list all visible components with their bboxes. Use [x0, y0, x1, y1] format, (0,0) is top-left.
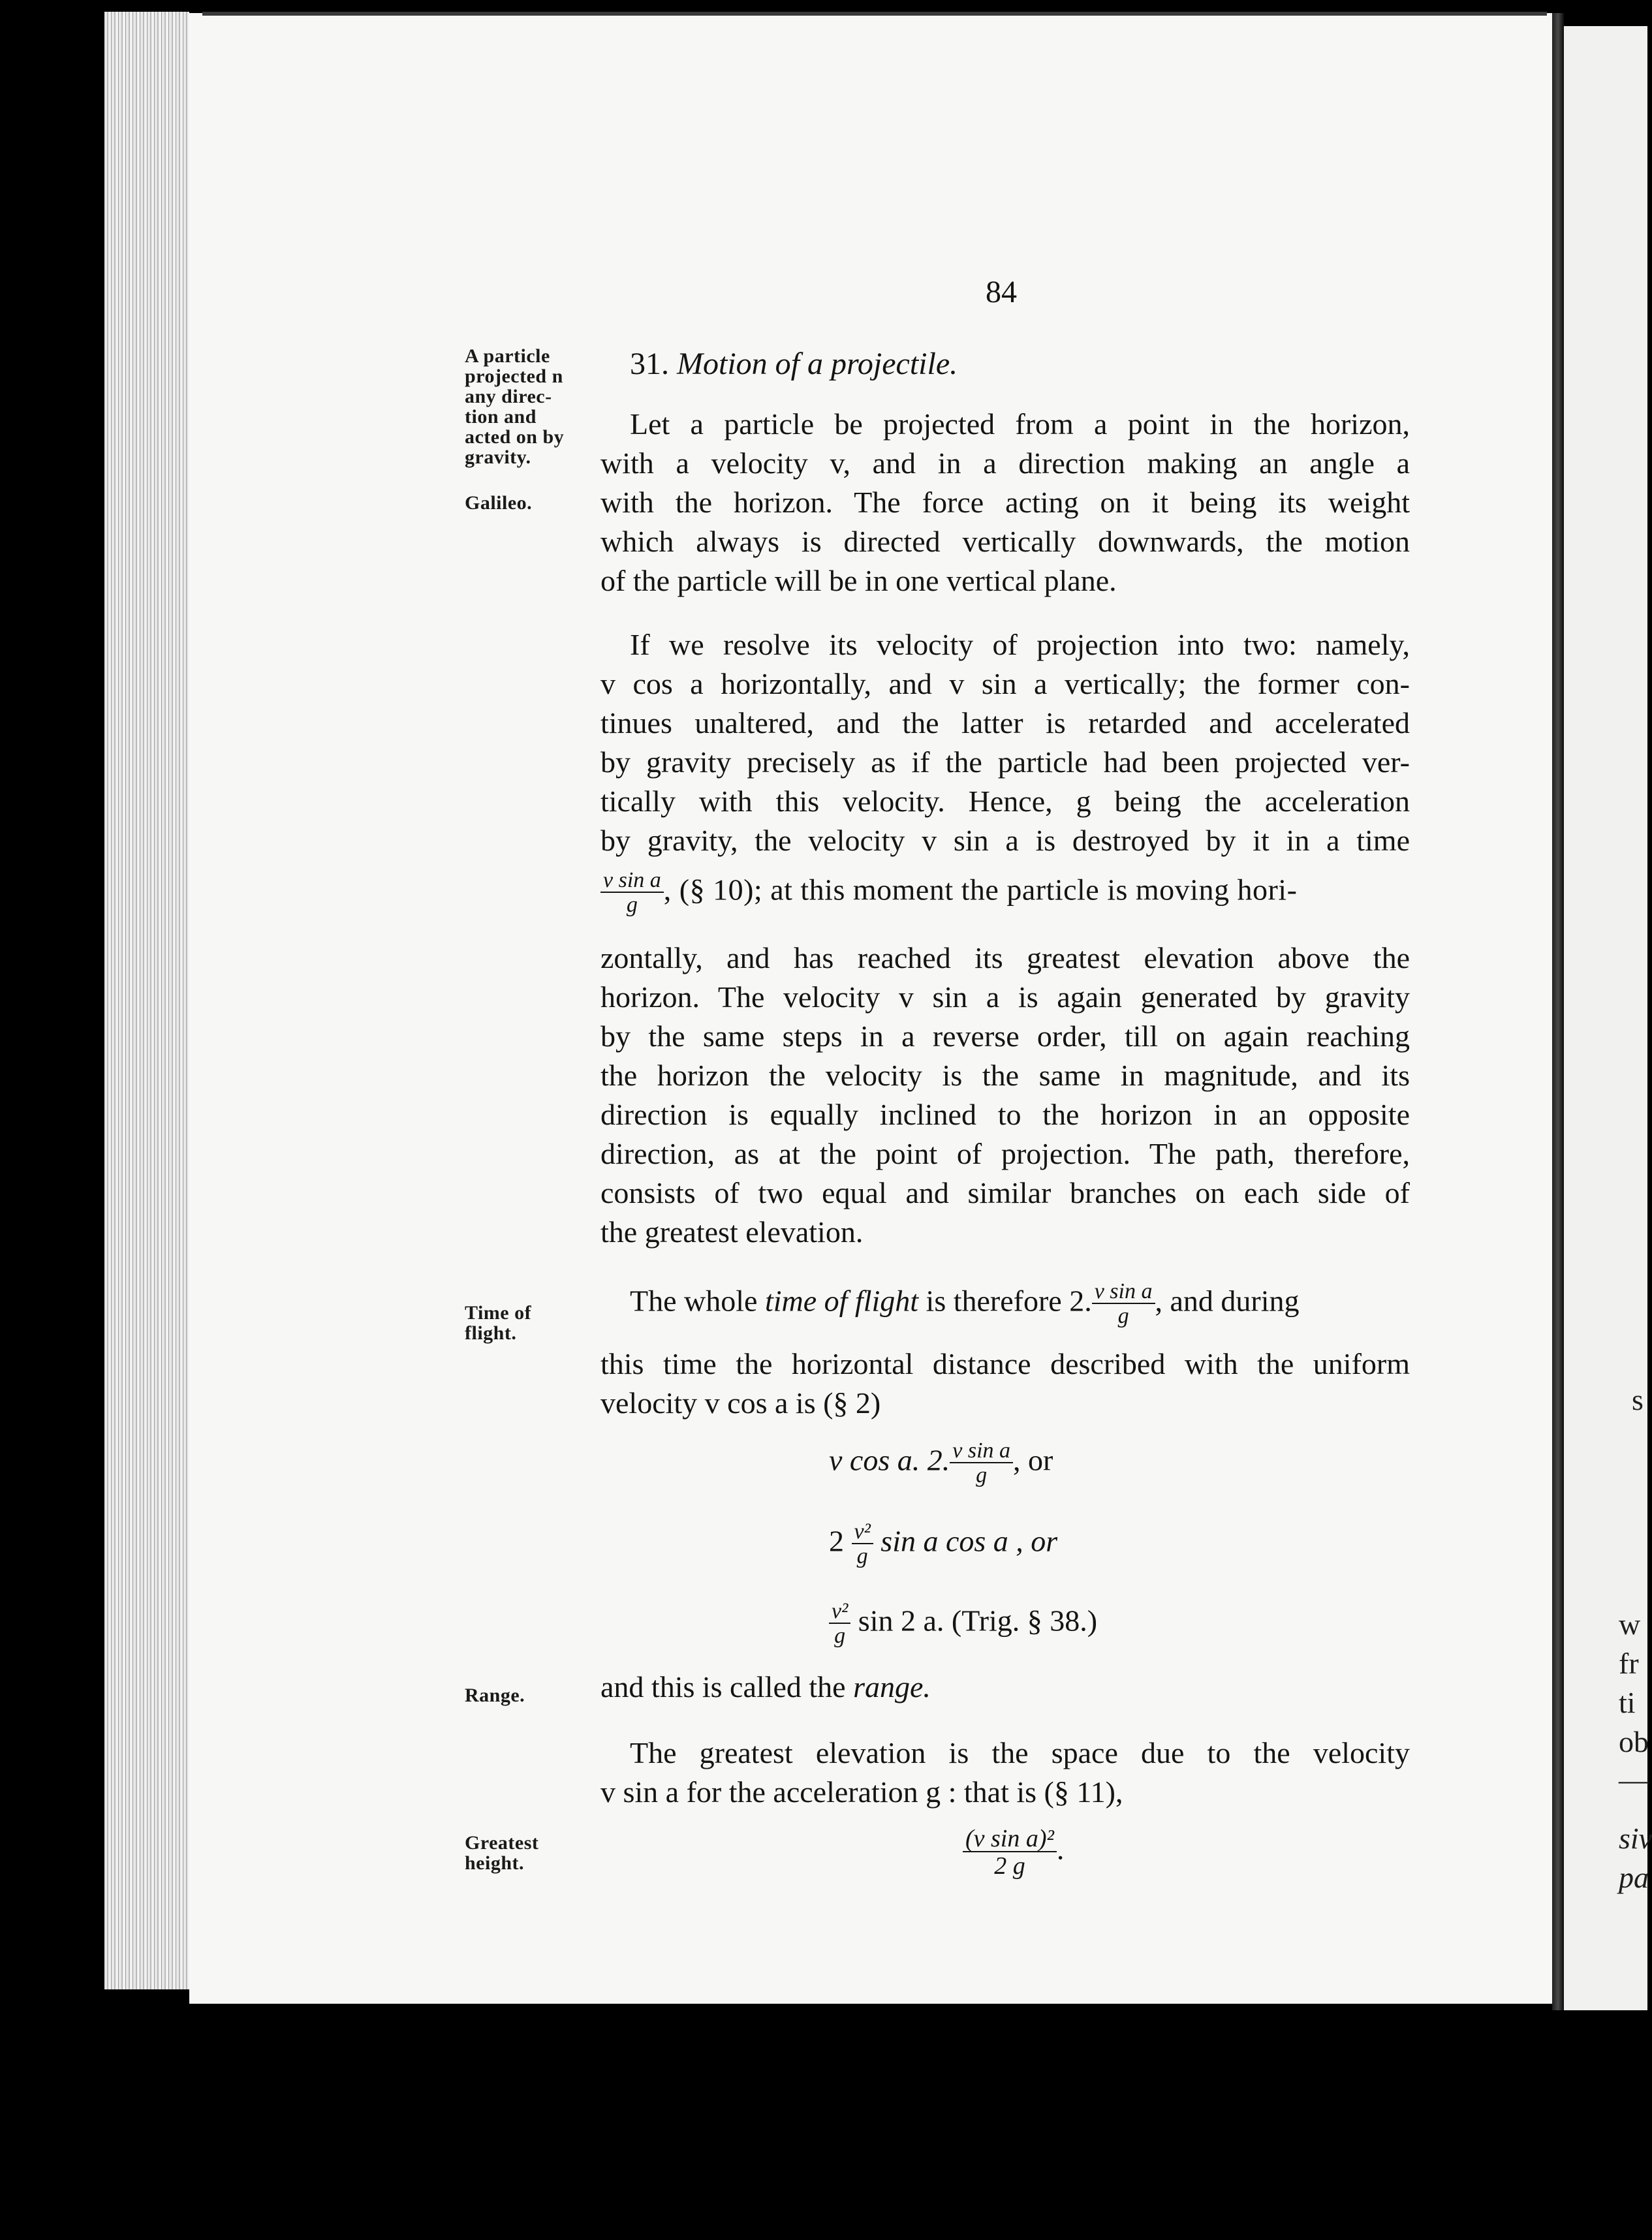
fraction-denominator: g: [626, 893, 638, 917]
paragraph-2-line: zontally, and has reached its greatest elevation above the: [600, 941, 1410, 974]
text-run: , and during: [1155, 1284, 1300, 1318]
fraction-numerator: v²: [852, 1521, 873, 1544]
equation-text: , or: [1013, 1443, 1053, 1477]
paragraph-2-line: by gravity, the velocity v sin a is destroyed by it in a time: [600, 824, 1410, 857]
section-title: Motion of a projectile.: [677, 347, 958, 381]
fraction-v-sin-a-over-g: [600, 869, 664, 916]
fraction-denominator: g: [856, 1544, 868, 1568]
facing-page-fragment: w: [1619, 1608, 1641, 1641]
margin-note-greatest-height: Greatest height.: [465, 1832, 539, 1874]
paragraph-3-line: this time the horizontal distance described with the uniform: [600, 1347, 1410, 1380]
fraction-v-sin-a-over-g: [1092, 1281, 1155, 1328]
paragraph-1-line: with the horizon. The force acting on it being its weight: [600, 486, 1410, 519]
fraction-denominator: g: [976, 1463, 988, 1487]
fraction-numerator: (v sin a)²: [963, 1826, 1057, 1852]
facing-page-fragment: pa: [1619, 1861, 1649, 1894]
paragraph-2-line: horizon. The velocity v sin a is again generated by gravity: [600, 980, 1410, 1014]
fraction-numerator: v sin a: [600, 869, 664, 893]
paragraph-2-line: direction, as at the point of projection. The path, therefore,: [600, 1137, 1410, 1170]
paragraph-2-line: tinues unaltered, and the latter is retarded and accelerated: [600, 706, 1410, 739]
facing-page-fragment: —: [1619, 1763, 1649, 1796]
page-edges: [104, 12, 189, 1989]
paragraph-1-line: with a velocity v, and in a direction making an angle a: [600, 446, 1410, 480]
paragraph-1-line: Let a particle be projected from a point in the horizon,: [630, 407, 1410, 441]
paragraph-2-fraction-line: [600, 869, 1297, 916]
equation-range-1: [829, 1440, 1053, 1487]
range-line: [600, 1670, 931, 1704]
text-run: is therefore 2.: [918, 1284, 1092, 1318]
scan-background: [0, 0, 104, 2240]
margin-note-time-of-flight: Time of flight.: [465, 1302, 532, 1344]
italic-term-range: range.: [853, 1670, 931, 1703]
margin-note-galileo: Galileo.: [465, 492, 533, 514]
paragraph-2-line: by gravity precisely as if the particle had been projected ver-: [600, 745, 1410, 779]
equation-text: sin a cos a , or: [873, 1524, 1058, 1558]
text-run: and this is called the: [600, 1670, 854, 1703]
text-run: The whole: [630, 1284, 765, 1318]
equation-text: sin 2 a. (Trig. § 38.): [850, 1604, 1098, 1638]
italic-term-time-of-flight: time of flight: [764, 1284, 919, 1318]
paragraph-2-line: direction is equally inclined to the horizon in an opposite: [600, 1098, 1410, 1131]
margin-note-particle: A particle projected n any direc- tion and acted on by gravity.: [465, 345, 565, 468]
paragraph-2-line: , (§ 10); at this moment the particle is moving hori-: [663, 873, 1298, 907]
section-heading: [630, 346, 958, 382]
facing-page-fragment: fr: [1619, 1647, 1639, 1680]
paragraph-2-line: the horizon the velocity is the same in magnitude, and its: [600, 1059, 1410, 1092]
fraction: [829, 1600, 850, 1647]
fraction-numerator: v²: [829, 1600, 850, 1624]
equation-text: .: [1056, 1832, 1065, 1866]
fraction: [852, 1521, 873, 1568]
book-spine: [1552, 13, 1564, 2010]
equation-text: v cos a. 2.: [829, 1443, 950, 1477]
equation-text: 2: [829, 1524, 844, 1558]
facing-page-fragment: ti: [1619, 1686, 1636, 1719]
paragraph-2-line: v cos a horizontally, and v sin a vertically; the former con-: [600, 667, 1410, 700]
equation-range-2: [829, 1521, 1057, 1568]
page-number: 84: [986, 275, 1017, 309]
facing-page-fragment: s: [1632, 1383, 1644, 1416]
fraction-denominator: g: [1117, 1304, 1129, 1328]
paragraph-4-line: The greatest elevation is the space due to the velocity: [630, 1736, 1410, 1769]
paragraph-3-line: velocity v cos a is (§ 2): [600, 1386, 881, 1420]
fraction-denominator: g: [834, 1624, 846, 1648]
fraction: [950, 1440, 1013, 1487]
paragraph-1-line: which always is directed vertically downwards, the motion: [600, 525, 1410, 558]
fraction-numerator: v sin a: [950, 1440, 1013, 1463]
facing-page-fragment: siv: [1619, 1822, 1652, 1855]
paragraph-2-line: the greatest elevation.: [600, 1215, 864, 1249]
fraction: [963, 1826, 1057, 1878]
paragraph-2-line: tically with this velocity. Hence, g being the acceleration: [600, 785, 1410, 818]
paragraph-1-line: of the particle will be in one vertical plane.: [600, 564, 1117, 597]
facing-page-fragment: ob: [1619, 1725, 1649, 1758]
fraction-denominator: 2 g: [994, 1852, 1025, 1880]
equation-range-3: [829, 1600, 1097, 1647]
equation-greatest-height: [963, 1826, 1064, 1878]
paragraph-2-line: by the same steps in a reverse order, till on again reaching: [600, 1019, 1410, 1053]
paragraph-2-line: If we resolve its velocity of projection into two: namely,: [630, 628, 1410, 661]
fraction-numerator: v sin a: [1092, 1281, 1155, 1304]
paragraph-2-line: consists of two equal and similar branches on each side of: [600, 1176, 1410, 1209]
margin-note-range: Range.: [465, 1685, 525, 1706]
time-of-flight-line: [630, 1281, 1300, 1328]
page-top-edge: [202, 12, 1547, 16]
paragraph-4-line: v sin a for the acceleration g : that is (§ 11),: [600, 1775, 1123, 1809]
section-number: 31.: [630, 347, 669, 381]
